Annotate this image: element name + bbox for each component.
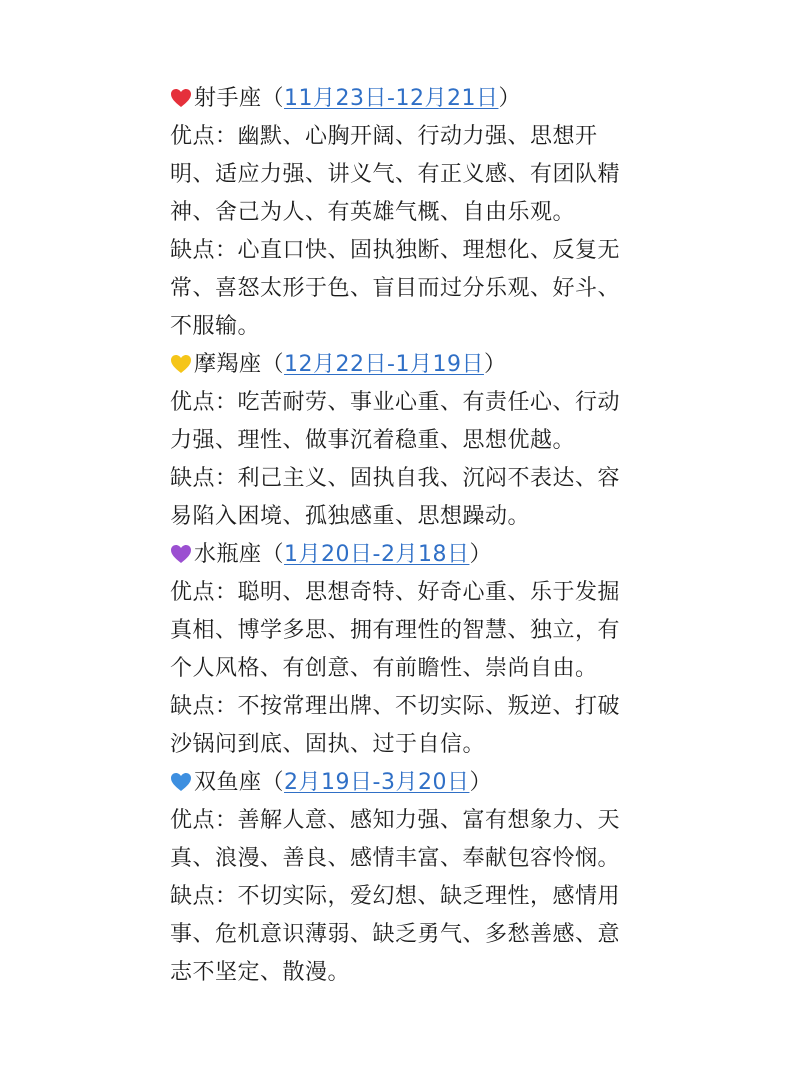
sign-heading: [170, 764, 630, 802]
sign-name: 射手座: [194, 86, 262, 111]
close-paren: ）: [498, 86, 521, 111]
text-line: 优点：幽默、心胸开阔、行动力强、思想开: [170, 124, 598, 149]
red-heart-icon: [170, 88, 192, 108]
date-range-link[interactable]: 11月23日-12月21日: [284, 86, 499, 111]
sign-name: 双鱼座: [194, 770, 262, 795]
open-paren: （: [261, 770, 285, 795]
text-line: 个人风格、有创意、有前瞻性、崇尚自由。: [170, 656, 598, 681]
close-paren: ）: [469, 542, 492, 567]
sign-name: 摩羯座: [194, 352, 262, 377]
sign-name: 水瓶座: [194, 542, 262, 567]
text-line: 志不坚定、散漫。: [170, 960, 351, 985]
text-line: 事、危机意识薄弱、缺乏勇气、多愁善感、意: [170, 922, 621, 947]
open-paren: （: [261, 542, 285, 567]
date-range-link[interactable]: 2月19日-3月20日: [284, 770, 470, 795]
text-line: 缺点：不切实际，爱幻想、缺乏理性，感情用: [170, 884, 621, 909]
date-range-link[interactable]: 12月22日-1月19日: [284, 352, 484, 377]
text-line: 易陷入困境、孤独感重、思想躁动。: [170, 504, 531, 529]
text-line: 不服输。: [170, 314, 261, 339]
text-line: 缺点：不按常理出牌、不切实际、叛逆、打破: [170, 694, 621, 719]
text-line: 沙锅问到底、固执、过于自信。: [170, 732, 486, 757]
purple-heart-icon: [170, 544, 192, 564]
text-line: 优点：聪明、思想奇特、好奇心重、乐于发掘: [170, 580, 621, 605]
text-line: 缺点：心直口快、固执独断、理想化、反复无: [170, 238, 621, 263]
sign-heading: [170, 346, 630, 384]
close-paren: ）: [483, 352, 507, 377]
article-body: [170, 80, 630, 992]
open-paren: （: [261, 86, 285, 111]
text-line: 优点：善解人意、感知力强、富有想象力、天: [170, 808, 621, 833]
close-paren: ）: [469, 770, 492, 795]
text-line: 神、舍己为人、有英雄气概、自由乐观。: [170, 200, 576, 225]
text-line: 真相、博学多思、拥有理性的智慧、独立，有: [170, 618, 621, 643]
date-range-link[interactable]: 1月20日-2月18日: [284, 542, 470, 567]
text-line: 常、喜怒太形于色、盲目而过分乐观、好斗、: [170, 276, 621, 301]
text-line: 力强、理性、做事沉着稳重、思想优越。: [170, 428, 576, 453]
open-paren: （: [261, 352, 285, 377]
sign-heading: [170, 80, 630, 118]
text-line: 真、浪漫、善良、感情丰富、奉献包容怜悯。: [170, 846, 621, 871]
yellow-heart-icon: [170, 354, 192, 374]
text-line: 优点：吃苦耐劳、事业心重、有责任心、行动: [170, 390, 621, 415]
text-line: 明、适应力强、讲义气、有正义感、有团队精: [170, 162, 621, 187]
text-line: 缺点：利己主义、固执自我、沉闷不表达、容: [170, 466, 621, 491]
blue-heart-icon: [170, 772, 192, 792]
sign-heading: [170, 536, 630, 574]
